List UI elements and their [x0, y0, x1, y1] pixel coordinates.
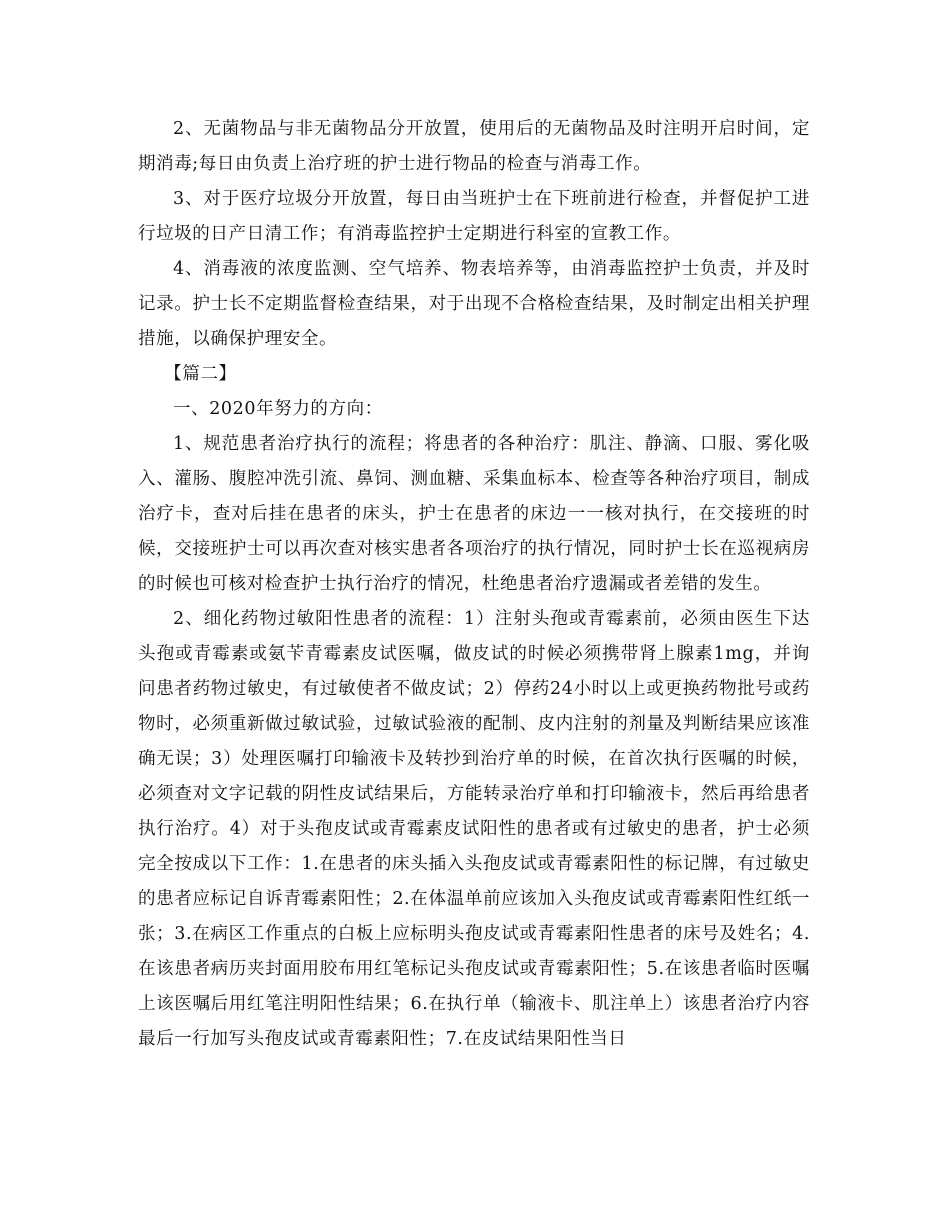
- subsection-heading: 一、2020年努力的方向：: [173, 399, 383, 419]
- paragraph-allergy-procedure: 2、细化药物过敏阳性患者的流程：1）注射头孢或青霉素前，必须由医生下达头孢或青霉素或氨苄青霉素皮试医嘱，做皮试的时候必须携带肾上腺素1mg，并询问患者药物过敏史，有过敏使者不做皮试；2）停药24小时以上或更换药物批号或药物时，必须重新做过敏试验，过敏试验液的配制、皮内注射的剂量及判断结果应该准确无误；3）处理医嘱打印输液卡及转抄到治疗单的时候，在首次执行医嘱的时候，必须查对文字记载的阴性皮试结果后，方能转录治疗单和打印输液卡，然后再给患者执行治疗。4）对于头孢皮试或青霉素皮试阳性的患者或有过敏史的患者，护士必须完全按成以下工作：1.在患者的床头插入头孢皮试或青霉素阳性的标记牌，有过敏史的患者应标记自诉青霉素阳性；2.在体温单前应该加入头孢皮试或青霉素阳性红纸一张；3.在病区工作重点的白板上应标明头孢皮试或青霉素阳性患者的床号及姓名；4.在该患者病历夹封面用胶布用红笔标记头孢皮试或青霉素阳性；5.在该患者临时医嘱上该医嘱后用红笔注明阳性结果；6.在执行单（输液卡、肌注单上）该患者治疗内容最后一行加写头孢皮试或青霉素阳性；7.在皮试结果阳性当日: [138, 609, 810, 1049]
- paragraph-item-1: 1、规范患者治疗执行的流程；将患者的各种治疗：肌注、静滴、口服、雾化吸入、灌肠、腹腔冲洗引流、鼻饲、测血糖、采集血标本、检查等各种治疗项目，制成治疗卡，查对后挂在患者的床头，护士在患者的床边一一核对执行，在交接班的时候，交接班护士可以再次查对核实患者各项治疗的执行情况，同时护士长在巡视病房的时候也可核对检查护士执行治疗的情况，杜绝患者治疗遗漏或者差错的发生。: [138, 434, 810, 594]
- paragraph-item-2: 2、无菌物品与非无菌物品分开放置，使用后的无菌物品及时注明开启时间，定期消毒;每日由负责上治疗班的护士进行物品的检查与消毒工作。: [138, 119, 810, 174]
- paragraph-item-4: 4、消毒液的浓度监测、空气培养、物表培养等，由消毒监控护士负责，并及时记录。护士长不定期监督检查结果，对于出现不合格检查结果，及时制定出相关护理措施，以确保护理安全。: [138, 259, 810, 349]
- paragraph-item-3: 3、对于医疗垃圾分开放置，每日由当班护士在下班前进行检查，并督促护工进行垃圾的日产日清工作；有消毒监控护士定期进行科室的宣教工作。: [138, 189, 810, 244]
- document-body: [138, 112, 810, 1057]
- section-heading-part-two: 【篇二】: [164, 364, 237, 384]
